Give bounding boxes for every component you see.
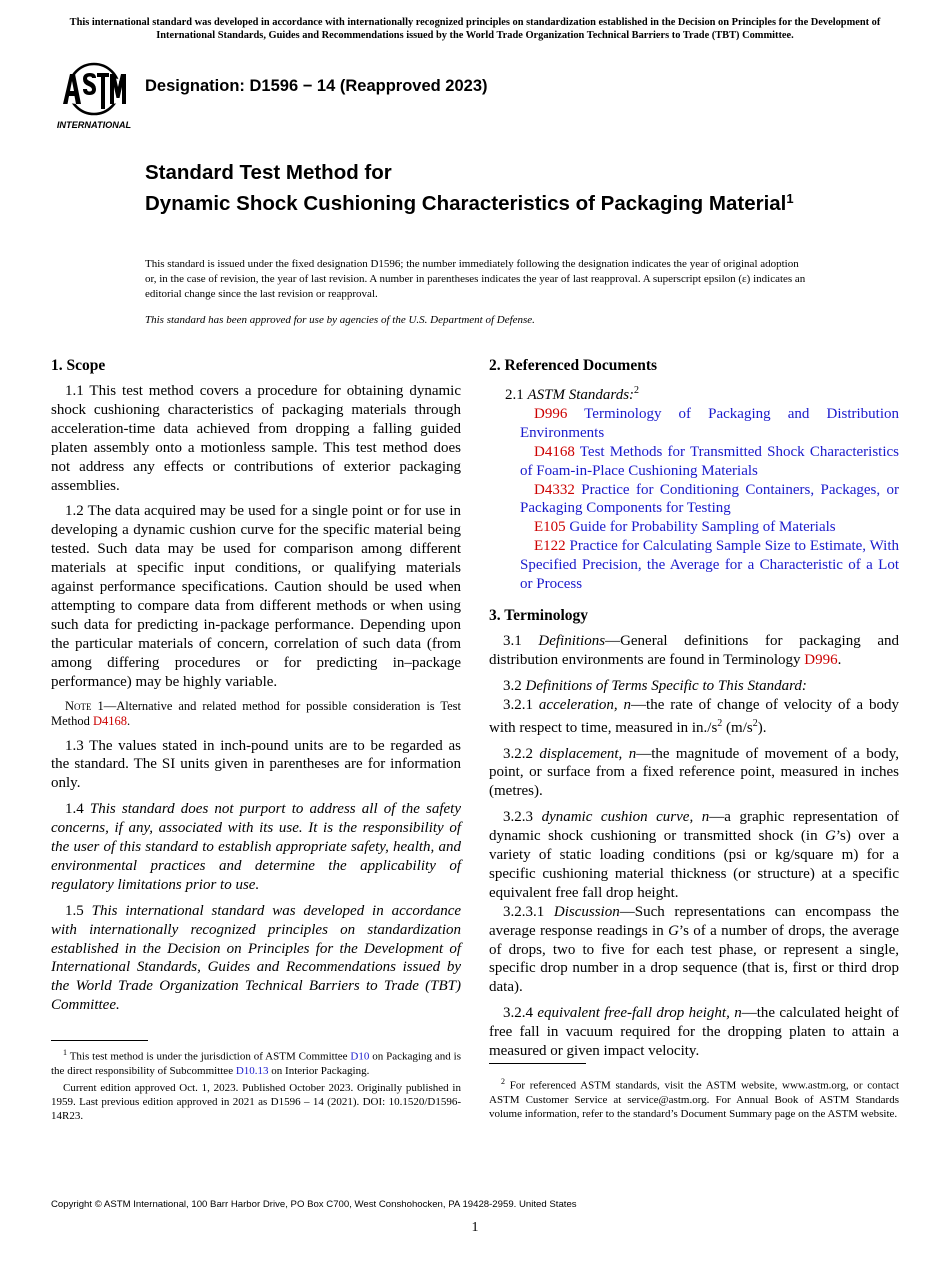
section-scope-heading: 1. Scope bbox=[51, 357, 106, 374]
left-column bbox=[51, 356, 461, 1015]
para-3-2-3-1: 3.2.3.1 Discussion—Such representations can encompass the average response readings in G’s of a number of drops, the average of drops, two to five for each test phase, or represent a single, specific drop number in a drop sequence (that is, first or third drop data). bbox=[489, 903, 900, 996]
title-line-2: Dynamic Shock Cushioning Characteristics of Packaging Material$^1$ bbox=[145, 191, 794, 215]
ref-link-d10-13[interactable]: D10.13 bbox=[235, 1064, 269, 1077]
ref-link-d10[interactable]: D10 bbox=[350, 1050, 370, 1063]
copyright-line: Copyright © ASTM International, 100 Barr Harbor Drive, PO Box C700, West Conshohocken, PA 19428-2959. United States bbox=[51, 1199, 577, 1210]
right-column bbox=[489, 356, 899, 1061]
para-1-3: 1.3 The values stated in inch-pound units are to be regarded as the standard. The SI units given in parentheses are for information only. bbox=[51, 737, 461, 792]
footnote-1: $^1$ This test method is under the jurisdiction of ASTM Committee D10 on Packaging and is the direct responsibility of Subcommittee D10.13 on Interior Packaging. Current edition approved Oct. 1, 2023. Published October 2023. Originally published in 1959. Last previous edition approved in 2021 as D1596 – 14 (2021). DOI: 10.1520/D1596-14R23. bbox=[51, 1048, 461, 1123]
reference-item[interactable]: D4332 Practice for Conditioning Containers, Packages, or Packaging Components for Testing bbox=[520, 481, 899, 517]
astm-logo-icon bbox=[53, 57, 135, 131]
para-1-5: 1.5 This international standard was developed in accordance with internationally recognized principles on standardization established in the Decision on Principles for the Development of International Standards, Guides and Recommendations issued by the World Trade Organization Technical Barriers to Trade (TBT) Committee. bbox=[51, 902, 462, 1014]
footnote-rule-right bbox=[489, 1063, 586, 1064]
para-1-2: 1.2 The data acquired may be used for a single point or for use in developing a dynamic cushion curve for the specific material being tested. Such data may be used for comparison among different materials at specific input conditions, or qualifying materials against performance specifications. Caution should be used when attempting to compare data from different methods or when using such data for predicting in-package performance. Depending upon the particular materials of concern, correlation of such data (from among differing procedures or for predicting in–package performance) may be highly variable. bbox=[51, 503, 461, 690]
reference-item[interactable]: E122 Practice for Calculating Sample Size to Estimate, With Specified Precision, the Average for a Characteristic of a Lot or Process bbox=[520, 538, 899, 593]
title-line-1: Standard Test Method for bbox=[145, 161, 392, 184]
reference-item[interactable]: D4168 Test Methods for Transmitted Shock Characteristics of Foam-in-Place Cushioning Materials bbox=[520, 443, 899, 479]
logo-text: INTERNATIONAL bbox=[56, 120, 132, 130]
para-2-1: 2.1 ASTM Standards:$^2$ bbox=[505, 385, 640, 403]
para-1-1: 1.1 This test method covers a procedure for obtaining dynamic shock cushioning characteristics of packaging materials through acceleration-time data achieved from dropping a falling guided platen assembly onto a motionless sample. This test method does not address any effects or contributions of exterior packaging assemblies. bbox=[51, 383, 461, 494]
footnote-rule-left bbox=[51, 1040, 148, 1041]
para-3-2-3: 3.2.3 dynamic cushion curve, n—a graphic representation of dynamic shock cushioning or transmitted shock (in G’s) over a variety of static loading conditions (psi or kg/square m) for a specific cushioning material thickness (or structure) at a specific equivalent free fall drop height. bbox=[489, 809, 900, 901]
para-1-4: 1.4 This standard does not purport to address all of the safety concerns, if any, associated with its use. It is the responsibility of the user of this standard to establish appropriate safety, health, and environmental practices and determine the applicability of regulatory limitations prior to use. bbox=[51, 801, 462, 893]
ref-link-d4168[interactable]: D4168 bbox=[93, 714, 128, 728]
para-3-2-1: 3.2.1 acceleration, n—the rate of change of velocity of a body with respect to time, measured in $in./s^2$ $(m/s^2)$. bbox=[489, 696, 899, 736]
title-footnote-mark[interactable]: 1 bbox=[786, 191, 794, 206]
designation: Designation: D1596 − 14 (Reapproved 2023) bbox=[145, 77, 488, 95]
para-3-1: 3.1 Definitions—General definitions for packaging and distribution environments are found in Terminology D996. bbox=[489, 632, 900, 668]
intro-paragraph: This standard is issued under the fixed designation D1596; the number immediately following the designation indicates the year of original adoption or, in the case of revision, the year of last revision. A number in parentheses indicates the year of last reapproval. A superscript epsilon (ε) indicates an editorial change since the last revision or reapproval. bbox=[145, 258, 806, 300]
footnote-2: $^2$ For referenced ASTM standards, visit the ASTM website, www.astm.org, or contact ASTM Customer Service at service@astm.org. For Annual Book of ASTM Standards volume information, refer to the standard’s Document Summary page on the ASTM website. bbox=[489, 1077, 899, 1121]
top-notice: This international standard was developed in accordance with internationally recognized principles on standardization established in the Decision on Principles for the Development of International Standards, Guides and Recommendations issued by the World Trade Organization Technical Barriers to Trade (TBT) Committee. bbox=[69, 17, 881, 41]
para-3-2-2: 3.2.2 displacement, n—the magnitude of movement of a body, point, or surface from a fixed reference point, measured in inches (metres). bbox=[489, 745, 899, 800]
para-3-2: 3.2 Definitions of Terms Specific to This Standard: bbox=[503, 677, 807, 694]
reference-item[interactable]: D996 Terminology of Packaging and Distribution Environments bbox=[520, 405, 899, 441]
reference-list bbox=[489, 405, 899, 594]
note-1: Note 1—Alternative and related method for possible consideration is Test Method D4168. bbox=[51, 698, 461, 728]
reference-item[interactable]: E105 Guide for Probability Sampling of Materials bbox=[534, 519, 836, 536]
section-references-heading: 2. Referenced Documents bbox=[489, 357, 658, 374]
document-title bbox=[145, 160, 845, 217]
page-number: 1 bbox=[471, 1220, 479, 1235]
section-terminology-heading: 3. Terminology bbox=[489, 606, 589, 624]
para-3-2-4: 3.2.4 equivalent free-fall drop height, n—the calculated height of free fall in vacuum required for the dropping platen to attain a measured or given impact velocity. bbox=[489, 1005, 899, 1060]
dod-approval: This standard has been approved for use by agencies of the U.S. Department of Defense. bbox=[145, 314, 535, 326]
ref-link-d996[interactable]: D996 bbox=[804, 651, 838, 668]
